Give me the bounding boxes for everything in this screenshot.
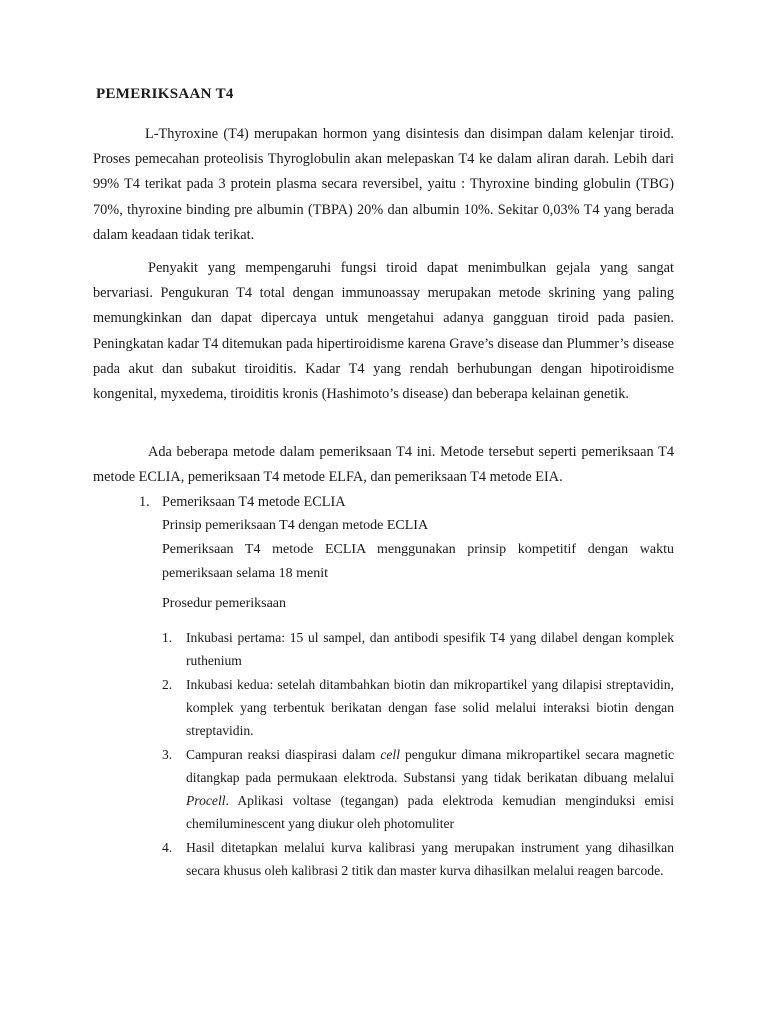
step-text: Hasil ditetapkan melalui kurva kalibrasi yang merupakan instrument yang dihasilkan secara khusus oleh kalibrasi 2 titik dan master kurva dihasilkan melalui reagen barcode. [186,840,674,878]
procedure-step [162,626,674,672]
method-item-label: Pemeriksaan T4 metode ECLIA [162,494,346,510]
step-text: Inkubasi pertama: 15 ul sampel, dan antibodi spesifik T4 yang dilabel dengan komplek ruthenium [186,630,674,668]
procedure-step [162,836,674,882]
step-text-part: pengukur dimana mikropartikel secara magnetic ditangkap pada permukaan elektroda. Substansi yang tidak berikatan dibuang melalui [186,747,675,785]
principle-heading: Prinsip pemeriksaan T4 dengan metode ECLIA [162,518,429,533]
procedure-heading: Prosedur pemeriksaan [162,596,287,611]
step-text-part: Campuran reaksi diaspirasi dalam [186,747,381,762]
principle-text: Pemeriksaan T4 metode ECLIA menggunakan prinsip kompetitif dengan waktu pemeriksaan selama 18 menit [162,542,674,581]
procedure-step [162,673,674,742]
step-number: 4. [162,840,173,855]
paragraph-intro: L-Thyroxine (T4) merupakan hormon yang disintesis dan disimpan dalam kelenjar tiroid. Proses pemecahan proteolisis Thyroglobulin akan melepaskan T4 ke dalam aliran darah. Lebih dari 99% T4 terikat pada 3 protein plasma secara reversibel, yaitu : Thyroxine binding globulin (TBG) 70%, thyroxine binding pre albumin (TBPA) 20% dan albumin 10%. Sekitar 0,03% T4 yang berada dalam keadaan tidak terikat. [93,126,674,243]
step-number: 3. [162,747,173,762]
procedure-step [162,743,674,835]
method-item-number: 1. [139,494,150,510]
method-list-item [139,490,346,515]
step-italic-term: cell [380,747,400,762]
paragraph-disease: Penyakit yang mempengaruhi fungsi tiroid dapat menimbulkan gejala yang sangat bervariasi. Pengukuran T4 total dengan immunoassay merupakan metode skrining yang paling memungkinkan dan dapat dipercaya untuk mengetahui adanya gangguan tiroid pada pasien. Peningkatan kadar T4 ditemukan pada hipertiroidisme karena Grave’s disease dan Plummer’s disease pada akut dan subakut tiroiditis. Kadar T4 yang rendah berhubungan dengan hipotiroidisme kongenital, myxedema, tiroiditis kronis (Hashimoto’s disease) dan beberapa kelainan genetik. [93,260,674,403]
step-italic-term: Procell [186,793,226,808]
step-text-part: . Aplikasi voltase (tegangan) pada elektroda kemudian menginduksi emisi chemiluminescent yang diukur oleh photomuliter [186,793,674,831]
step-text: Inkubasi kedua: setelah ditambahkan biotin dan mikropartikel yang dilapisi streptavidin, komplek yang terbentuk berikatan dengan fase solid melalui interaksi biotin dengan streptavidin. [186,677,674,738]
paragraph-methods: Ada beberapa metode dalam pemeriksaan T4 ini. Metode tersebut seperti pemeriksaan T4 metode ECLIA, pemeriksaan T4 metode ELFA, dan pemeriksaan T4 metode EIA. [93,444,674,486]
procedure-steps [162,626,674,883]
document-title: PEMERIKSAAN T4 [96,86,234,102]
step-number: 1. [162,630,173,645]
step-number: 2. [162,677,173,692]
